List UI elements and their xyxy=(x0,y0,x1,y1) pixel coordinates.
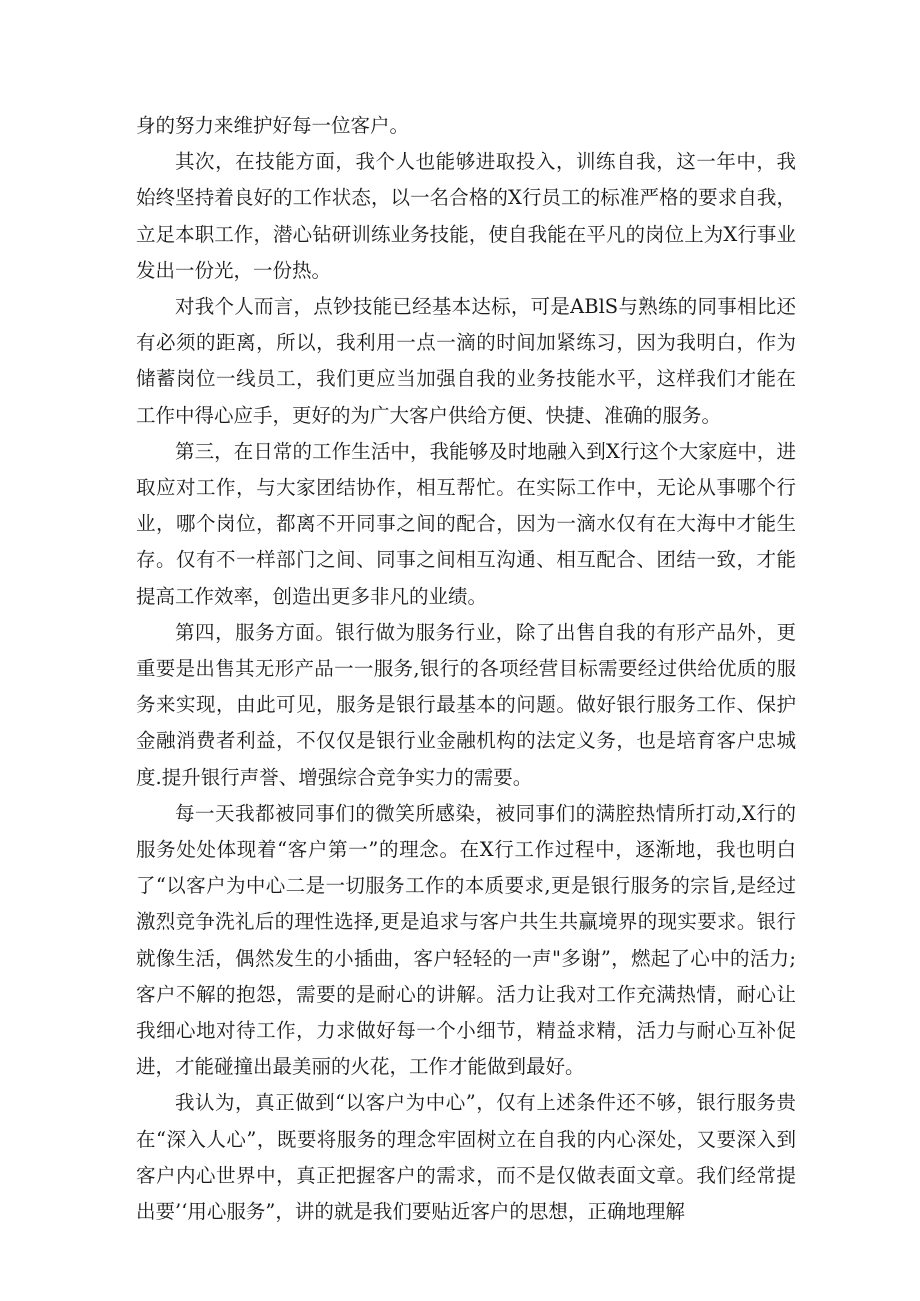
paragraph-teamwork: 第三，在日常的工作生活中，我能够及时地融入到X行这个大家庭中，进取应对工作，与大家团结协作，相互帮忙。在实际工作中，无论从事哪个行业，哪个岗位，都离不开同事之间的配合，因为一滴水仅有在大海中才能生存。仅有不一样部门之间、同事之间相互沟通、相互配合、团结一致，才能提高工作效率，创造出更多非凡的业绩。 xyxy=(136,439,796,608)
paragraph-continuation: 身的努力来维护好每一位客户。 xyxy=(136,114,410,137)
paragraph-skills: 其次，在技能方面，我个人也能够进取投入，训练自我，这一年中，我始终坚持着良好的工作状态，以一名合格的X行员工的标准严格的要求自我，立足本职工作，潜心钻研训练业务技能，使自我能在平凡的岗位上为X行事业发出一份光，一份热。 xyxy=(136,150,796,282)
paragraph-cash-counting: 对我个人而言，点钞技能已经基本达标，可是ABlS与熟练的同事相比还有必须的距离，所以，我利用一点一滴的时间加紧练习，因为我明白，作为储蓄岗位一线员工，我们更应当加强自我的业务技能水平，这样我们才能在工作中得心应手，更好的为广大客户供给方便、快捷、准确的服务。 xyxy=(136,295,796,427)
paragraph-customer-centric: 我认为，真正做到“以客户为中心”，仅有上述条件还不够，银行服务贵在“深入人心”，既要将服务的理念牢固树立在自我的内心深处，又要深入到客户内心世界中，真正把握客户的需求，而不是仅做表面文章。我们经常提出要’‘用心服务”，讲的就是我们要贴近客户的思想，正确地理解 xyxy=(136,1091,796,1224)
paragraph-customer-first: 每一天我都被同事们的微笑所感染，被同事们的满腔热情所打动,X行的服务处处体现着“客户第一”的理念。在X行工作过程中，逐渐地，我也明白了“以客户为中心二是一切服务工作的本质要求,更是银行服务的宗旨,是经过激烈竞争洗礼后的理性选择,更是追求与客户共生共赢境界的现实要求。银行就像生活，偶然发生的小插曲，客户轻轻的一声"多谢”，燃起了心中的活力;客户不解的抱怨，需要的是耐心的讲解。活力让我对工作充满热情，耐心让我细心地对待工作，力求做好每一个小细节，精益求精，活力与耐心互补促进，才能碰撞出最美丽的火花，工作才能做到最好。 xyxy=(136,801,796,1079)
body-text xyxy=(136,108,796,1230)
paragraph-service: 第四，服务方面。银行做为服务行业，除了出售自我的有形产品外，更重要是出售其无形产品一一服务,银行的各项经营目标需要经过供给优质的服务来实现，由此可见，服务是银行最基本的问题。做好银行服务工作、保护金融消费者利益，不仅仅是银行业金融机构的法定义务，也是培育客户忠城度.提升银行声誉、增强综合竞争实力的需要。 xyxy=(136,620,796,789)
